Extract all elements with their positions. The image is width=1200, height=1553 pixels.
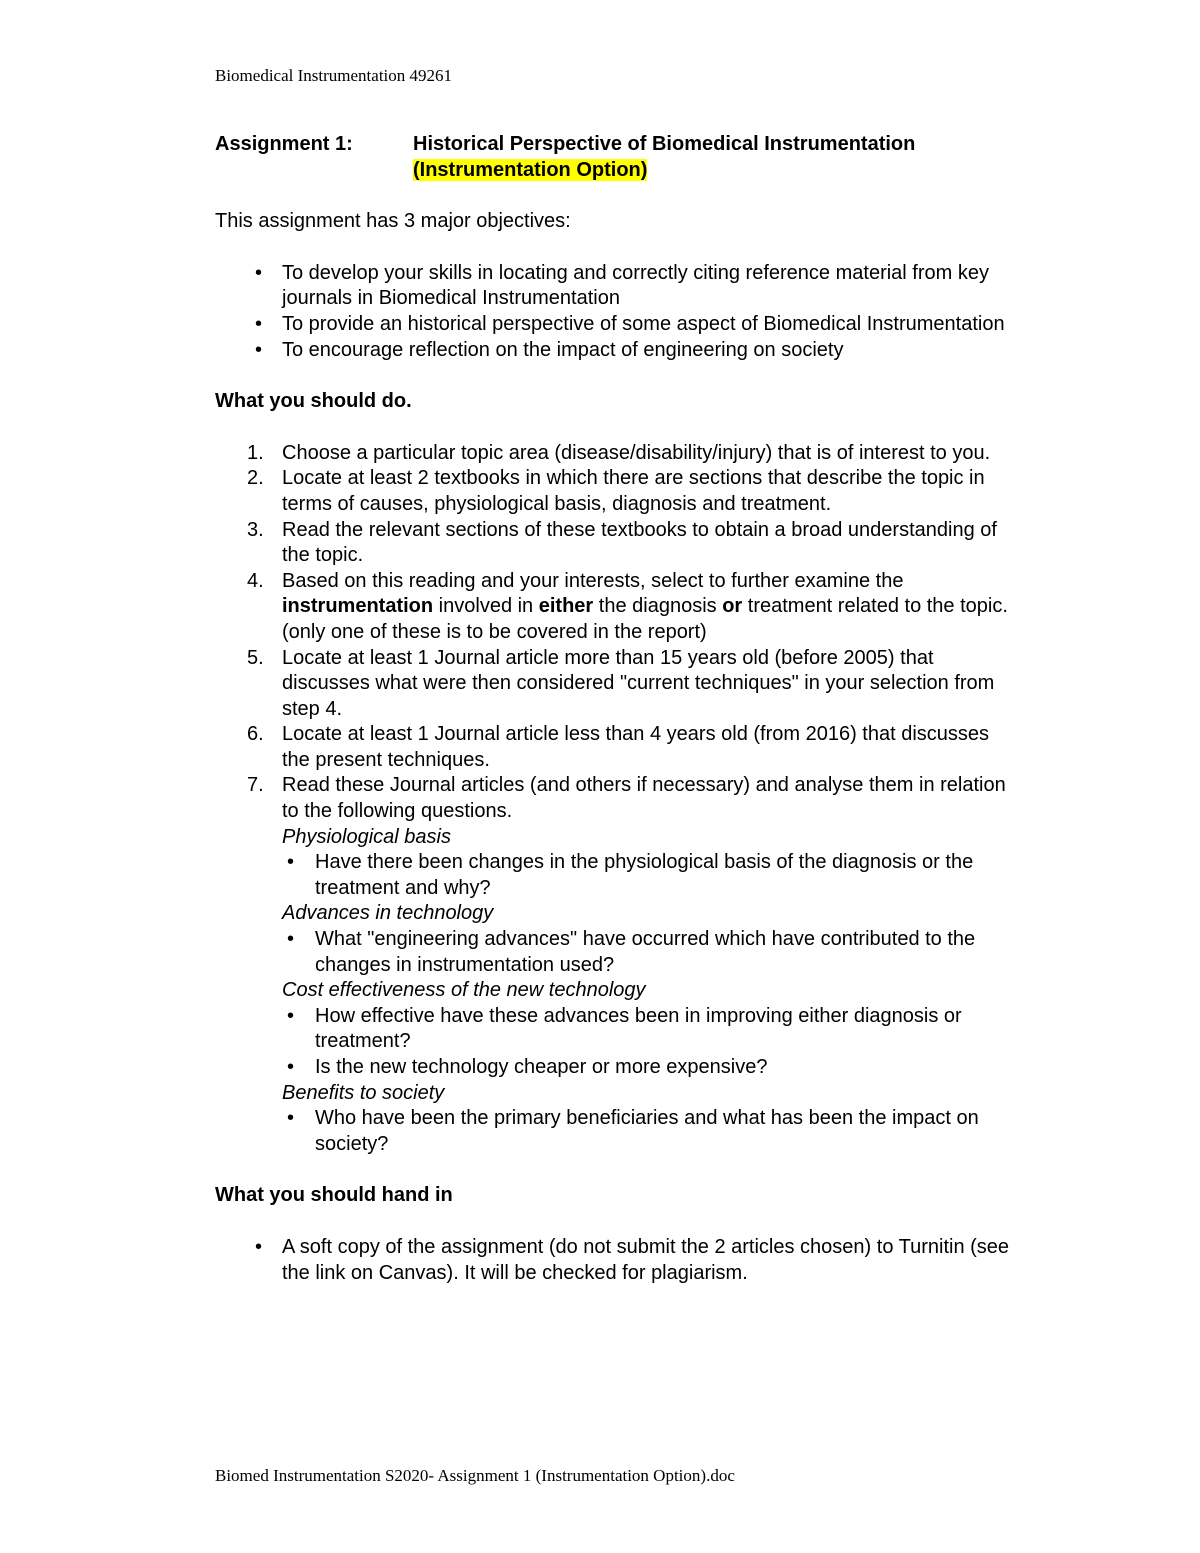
section-heading-hand-in: What you should hand in [215,1184,453,1207]
objective-item: • To develop your skills in locating and correctly citing reference material from key journals in Biomedical Instrumentation [215,261,1015,312]
section-heading-what-to-do: What you should do. [215,390,412,413]
assignment-title-text [413,132,915,183]
intro-text: This assignment has 3 major objectives: [215,210,571,233]
step-item: 5. Locate at least 1 Journal article more than 15 years old (before 2005) that discusses what were then considered "current techniques" in your selection from step 4. [247,646,995,720]
assignment-title [215,132,1015,183]
page-header: Biomedical Instrumentation 49261 [215,66,453,85]
question-item: • How effective have these advances been in improving either diagnosis or treatment? [215,1004,1015,1055]
question-item: • Who have been the primary beneficiaries and what has been the impact on society? [215,1106,1015,1157]
handin-item: • A soft copy of the assignment (do not submit the 2 articles chosen) to Turnitin (see the link on Canvas). It will be checked for plagiarism. [215,1235,1015,1286]
question-item: • Have there been changes in the physiological basis of the diagnosis or the treatment and why? [215,850,1015,901]
step-item: 6. Locate at least 1 Journal article less than 4 years old (from 2016) that discusses the present techniques. [247,723,990,771]
title-line-2-highlighted: (Instrumentation Option) [413,158,648,181]
step-item: 7. Read these Journal articles (and others if necessary) and analyse them in relation to the following questions. [247,774,1006,823]
objective-item: • To encourage reflection on the impact of engineering on society [215,338,1015,364]
handin-list [215,1235,1015,1286]
document-body [215,132,1015,1286]
subheading-cost-effectiveness: Cost effectiveness of the new technology [282,979,646,1002]
subheading-physiological-basis: Physiological basis [282,825,451,848]
page-footer: Biomed Instrumentation S2020- Assignment 1 (Instrumentation Option).doc [215,1466,735,1485]
question-item: • Is the new technology cheaper or more expensive? [215,1055,1015,1081]
objective-item: • To provide an historical perspective of some aspect of Biomedical Instrumentation [215,312,1015,338]
step-item: 4. Based on this reading and your interests, select to further examine the instrumentation involved in either the diagnosis or treatment related to the topic. (only one of these is to be covered in the report) [247,569,1008,643]
subheading-benefits-to-society: Benefits to society [282,1081,445,1104]
step-item: 2. Locate at least 2 textbooks in which there are sections that describe the topic in terms of causes, physiological basis, diagnosis and treatment. [247,467,985,515]
step-item: 3. Read the relevant sections of these textbooks to obtain a broad understanding of the topic. [247,518,997,567]
question-item: • What "engineering advances" have occurred which have contributed to the changes in instrumentation used? [215,927,1015,978]
objectives-list [215,261,1015,363]
subheading-advances-in-technology: Advances in technology [282,902,494,925]
step-item: 1. Choose a particular topic area (disease/disability/injury) that is of interest to you. [247,441,991,464]
assignment-label: Assignment 1: [215,133,353,155]
title-line-1: Historical Perspective of Biomedical Instrumentation [413,133,916,155]
steps-list [215,441,1015,825]
